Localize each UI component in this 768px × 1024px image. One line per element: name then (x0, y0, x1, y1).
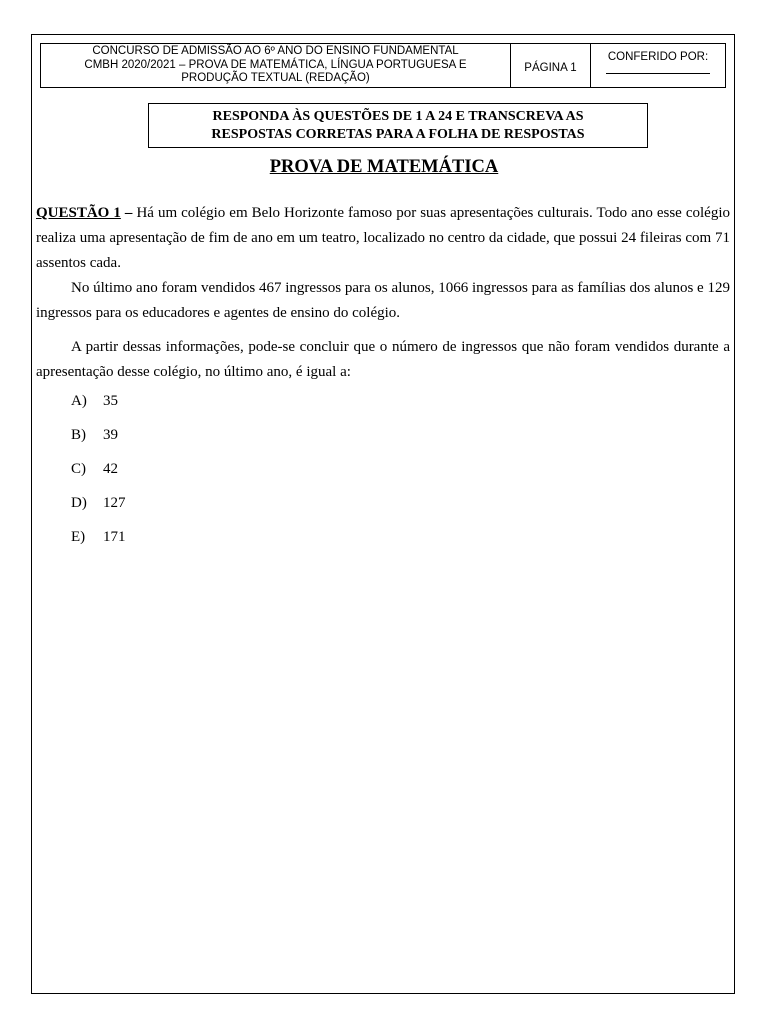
question-1 (36, 201, 730, 385)
question-paragraph-3: A partir dessas informações, pode-se concluir que o número de ingressos que não foram vendidos durante a apresentação desse colégio, no último ano, é igual a: (36, 339, 730, 380)
checked-by-cell (591, 44, 725, 87)
option-letter: E) (71, 529, 86, 545)
option-value: 171 (103, 529, 126, 545)
exam-title-line-1: CONCURSO DE ADMISSÃO AO 6º ANO DO ENSINO FUNDAMENTAL (92, 45, 459, 58)
option-value: 39 (103, 427, 118, 443)
answer-options (71, 389, 126, 559)
option-a (71, 389, 126, 423)
option-letter: B) (71, 427, 86, 443)
question-paragraph-1 (36, 201, 730, 276)
page-frame (31, 34, 735, 994)
page-number-cell (511, 44, 591, 87)
option-c (71, 457, 126, 491)
option-letter: D) (71, 495, 87, 511)
question-text-1: Há um colégio em Belo Horizonte famoso por suas apresentações culturais. Todo ano esse colégio realiza uma apresentação de fim de ano em um teatro, localizado no centro da cidade, que possui 24 fileiras com 71 assentos cada. (36, 205, 730, 271)
exam-title-line-3: PRODUÇÃO TEXTUAL (REDAÇÃO) (181, 72, 370, 85)
exam-title-line-2: CMBH 2020/2021 – PROVA DE MATEMÁTICA, LÍNGUA PORTUGUESA E (84, 58, 467, 71)
exam-title-cell (41, 44, 511, 87)
question-label: QUESTÃO 1 (36, 205, 121, 221)
question-paragraph-2: No último ano foram vendidos 467 ingressos para os alunos, 1066 ingressos para as famílias dos alunos e 129 ingressos para os educadores e agentes de ensino do colégio. (36, 280, 730, 321)
instructions-line-2: RESPOSTAS CORRETAS PARA A FOLHA DE RESPOSTAS (211, 126, 585, 142)
option-value: 35 (103, 393, 118, 409)
option-letter: A) (71, 393, 87, 409)
option-e (71, 525, 126, 559)
instructions-line-1: RESPONDA ÀS QUESTÕES DE 1 A 24 E TRANSCREVA AS (212, 108, 584, 124)
option-value: 127 (103, 495, 126, 511)
option-letter: C) (71, 461, 86, 477)
page-title: PROVA DE MATEMÁTICA (269, 157, 499, 177)
option-b (71, 423, 126, 457)
page-number: PÁGINA 1 (524, 61, 577, 74)
checked-by-label: CONFERIDO POR: (607, 51, 709, 63)
instructions-box (148, 103, 648, 148)
option-d (71, 491, 126, 525)
checked-by-signature-line (606, 73, 710, 74)
option-value: 42 (103, 461, 118, 477)
question-dash: – (124, 205, 133, 221)
exam-header (40, 43, 726, 88)
